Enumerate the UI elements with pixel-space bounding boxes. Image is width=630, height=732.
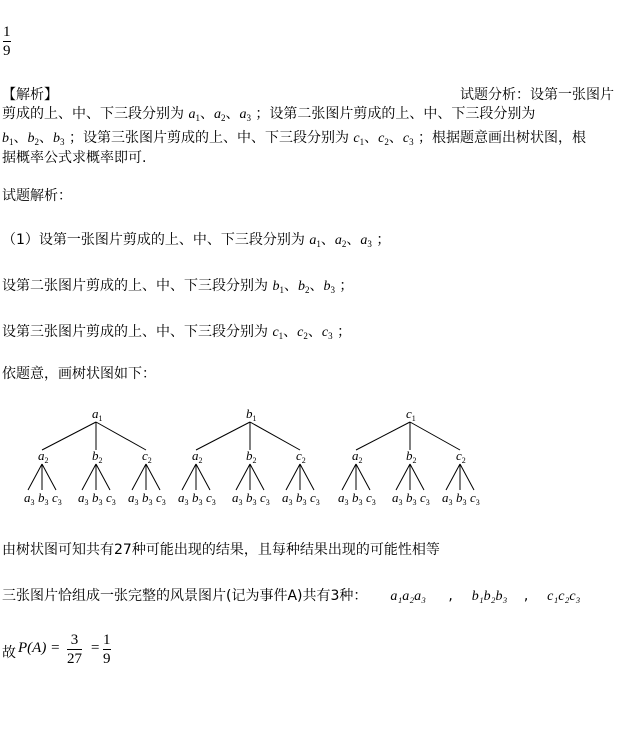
tree-branch [460,464,474,490]
tree-branch [182,464,196,490]
tree-middle-node: $c_2$ [296,448,306,465]
tree-intro: 依题意，画树状图如下： [2,366,156,382]
final-fraction-2: 1 9 [103,632,111,667]
tree-middle-node: $b_2$ [246,448,257,465]
final-fraction-1: 3 27 [67,632,82,667]
analysis-line-2: $b_1$、$b_2$、$b_3$ ；设第三张图片剪成的上、中、下三段分别为 $c_1$、$c_2$、$c_3$ ；根据题意画出树状图，根 [2,130,587,147]
tree-branch [410,464,424,490]
tree-branch [96,422,146,450]
analysis-bracket: 【解析】 [2,87,58,103]
tree-middle-node: $b_2$ [92,448,103,465]
tree-leaf-node: $b_3$ [246,490,257,507]
tree-leaf-node: $b_3$ [406,490,417,507]
tree-leaf-node: $b_3$ [296,490,307,507]
tree-root-node: $c_1$ [406,406,416,423]
tree-leaf-node: $a_3$ [442,490,453,507]
tree-leaf-node: $b_3$ [352,490,363,507]
outcome-c: c₁c₂c₃ [547,589,581,604]
event-line: 三张图片恰组成一张完整的风景图片(记为事件A)共有3种： a₁a₂a₃ , b₁b₂b₃ , c₁c₂c₃ [2,588,581,604]
step-2: 设第二张图片剪成的上、中、下三段分别为 $b_1$、$b_2$、$b_3$ ； [2,278,354,295]
analysis-line-3: 据概率公式求概率即可. [2,150,147,166]
analysis-label: 试题分析：设第一张图片 [460,87,614,103]
tree-branch [236,464,250,490]
tree-leaf-node: $b_3$ [38,490,49,507]
tree-root-node: $b_1$ [246,406,257,423]
answer-denominator: 9 [3,43,11,59]
final-prefix: 故 [2,645,16,661]
tree-leaf-node: $a_3$ [78,490,89,507]
tree-branch [446,464,460,490]
tree-leaf-node: $c_3$ [470,490,480,507]
tree-leaf-node: $c_3$ [106,490,116,507]
tree-branch [342,464,356,490]
tree-middle-node: $c_2$ [142,448,152,465]
tree-branch [250,422,300,450]
tree-leaf-node: $b_3$ [92,490,103,507]
tree-branch [82,464,96,490]
tree-middle-node: $b_2$ [406,448,417,465]
step-1: （1）设第一张图片剪成的上、中、下三段分别为 $a_1$、$a_2$、$a_3$ ； [2,232,391,249]
tree-leaf-node: $b_3$ [192,490,203,507]
tree-diagram [0,400,630,520]
tree-leaf-node: $a_3$ [392,490,403,507]
tree-middle-node: $a_2$ [192,448,203,465]
tree-leaf-node: $a_3$ [282,490,293,507]
solution-label: 试题解析： [2,188,72,204]
tree-branch [396,464,410,490]
answer-numerator: 1 [3,24,11,40]
final-expr: P(A) = [18,640,61,656]
tree-branch [410,422,460,450]
fraction-bar [3,41,11,42]
tree-branch [132,464,146,490]
tree-branch [356,464,370,490]
tree-branch [356,422,410,450]
tree-leaf-node: $c_3$ [366,490,376,507]
tree-leaf-node: $c_3$ [420,490,430,507]
tree-leaf-node: $b_3$ [142,490,153,507]
tree-leaf-node: $c_3$ [156,490,166,507]
tree-leaf-node: $b_3$ [456,490,467,507]
tree-middle-node: $c_2$ [456,448,466,465]
tree-branch [96,464,110,490]
tree-branch [286,464,300,490]
tree-middle-node: $a_2$ [352,448,363,465]
tree-branch [42,464,56,490]
tree-branch [300,464,314,490]
tree-branch [250,464,264,490]
outcome-a: a₁a₂a₃ [390,589,426,604]
tree-leaf-node: $a_3$ [338,490,349,507]
tree-leaf-node: $c_3$ [206,490,216,507]
tree-leaf-node: $a_3$ [178,490,189,507]
tree-middle-node: $a_2$ [38,448,49,465]
tree-leaf-node: $a_3$ [128,490,139,507]
tree-leaf-node: $a_3$ [24,490,35,507]
analysis-line-1: 剪成的上、中、下三段分别为 $a_1$、$a_2$、$a_3$ ；设第二张图片剪成的上、中、下三段分别为 [2,106,536,123]
tree-branch [196,464,210,490]
outcome-b: b₁b₂b₃ [471,589,508,604]
tree-leaf-node: $c_3$ [52,490,62,507]
tree-branch [42,422,96,450]
tree-branch [196,422,250,450]
tree-branch [146,464,160,490]
tree-branch [28,464,42,490]
answer-fraction [3,24,11,59]
step-3: 设第三张图片剪成的上、中、下三段分别为 $c_1$、$c_2$、$c_3$ ； [2,324,352,341]
tree-leaf-node: $a_3$ [232,490,243,507]
final-equals: = [90,640,101,656]
result-text: 由树状图可知共有27种可能出现的结果，且每种结果出现的可能性相等 [2,542,440,558]
tree-leaf-node: $c_3$ [260,490,270,507]
tree-leaf-node: $c_3$ [310,490,320,507]
tree-root-node: $a_1$ [92,406,103,423]
